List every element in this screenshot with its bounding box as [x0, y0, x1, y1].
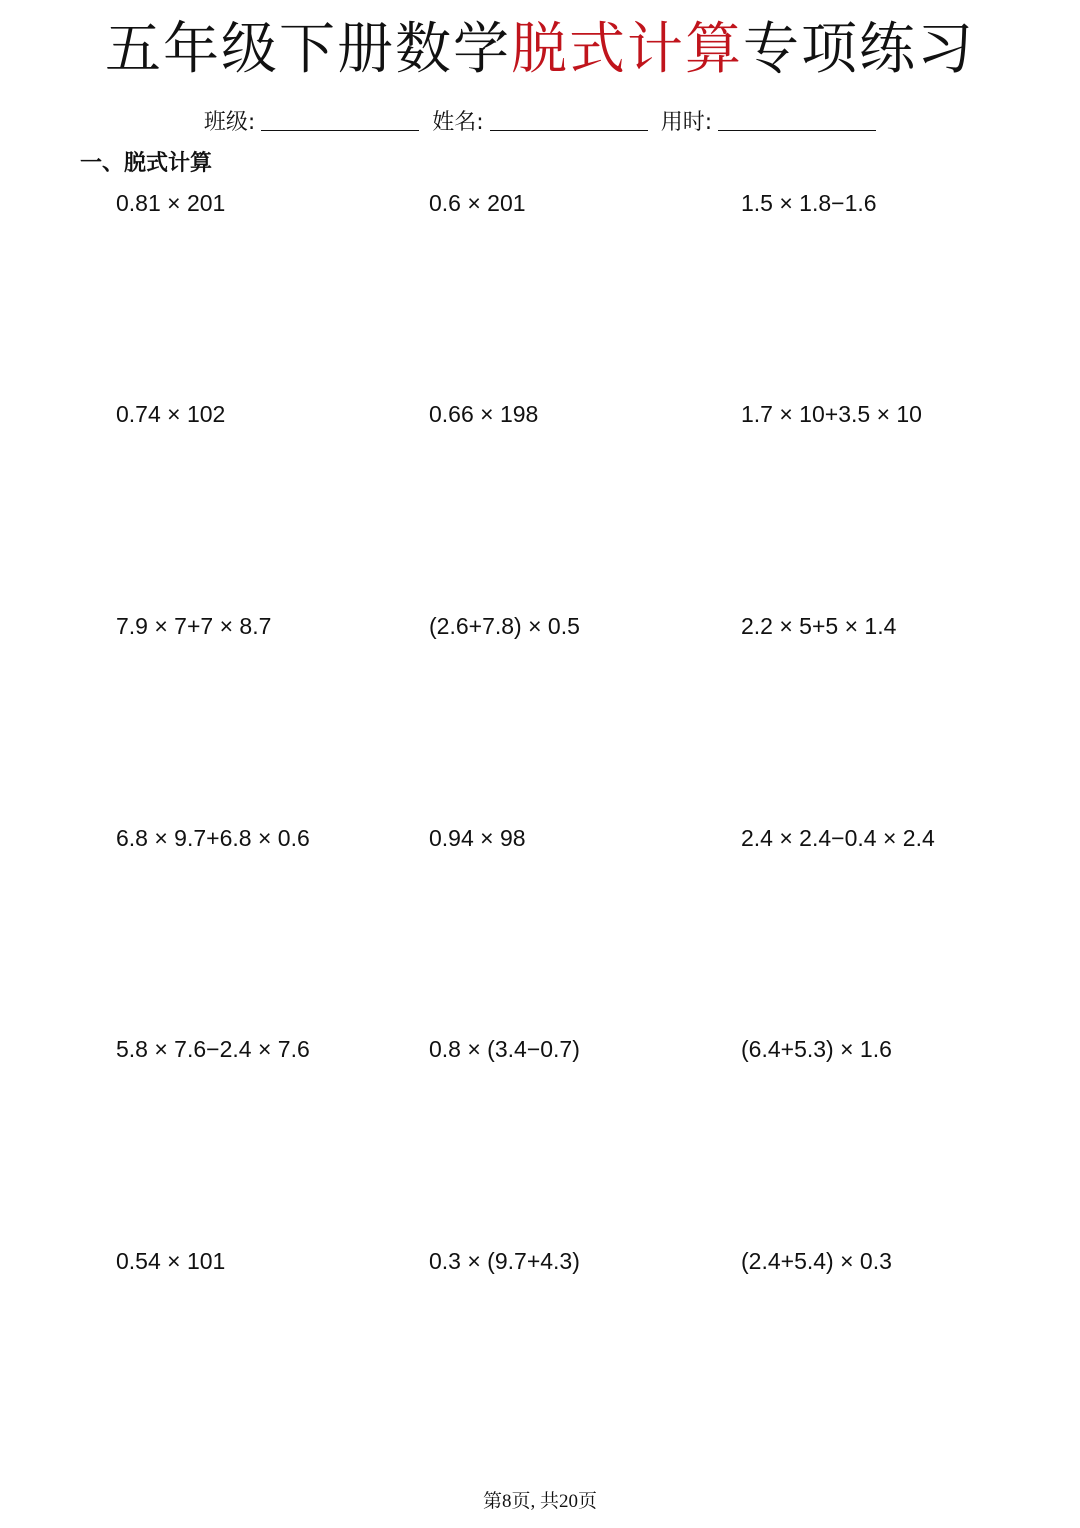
- problem-r3-c3: 2.2 × 5+5 × 1.4: [741, 613, 897, 639]
- problem-r2-c3: 1.7 × 10+3.5 × 10: [741, 401, 922, 427]
- problem-r5-c3: (6.4+5.3) × 1.6: [741, 1036, 892, 1062]
- class-blank[interactable]: [261, 108, 419, 131]
- problem-r6-c1: 0.54 × 101: [116, 1248, 226, 1274]
- class-field: [204, 106, 419, 140]
- problem-r4-c1: 6.8 × 9.7+6.8 × 0.6: [116, 825, 310, 851]
- problem-r3-c2: (2.6+7.8) × 0.5: [429, 613, 580, 639]
- problem-r6-c3: (2.4+5.4) × 0.3: [741, 1248, 892, 1274]
- page-indicator: 第8页, 共20页: [482, 1491, 597, 1512]
- problem-r3-c1: 7.9 × 7+7 × 8.7: [116, 613, 272, 639]
- time-label: 用时:: [660, 110, 713, 135]
- page-title: [0, 12, 1080, 88]
- problem-r5-c2: 0.8 × (3.4−0.7): [429, 1036, 580, 1062]
- name-field: [432, 106, 647, 140]
- name-label: 姓名:: [432, 110, 484, 135]
- problem-r1-c3: 1.5 × 1.8−1.6: [741, 190, 877, 216]
- problem-r5-c1: 5.8 × 7.6−2.4 × 7.6: [116, 1036, 310, 1062]
- problem-r2-c1: 0.74 × 102: [116, 401, 226, 427]
- problem-r2-c2: 0.66 × 198: [429, 401, 539, 427]
- problem-r4-c3: 2.4 × 2.4−0.4 × 2.4: [741, 825, 935, 851]
- title-suffix: 专项练习: [743, 17, 975, 82]
- section-heading: 一、脱式计算: [80, 151, 213, 176]
- time-blank[interactable]: [718, 108, 876, 131]
- name-blank[interactable]: [490, 108, 648, 131]
- problem-r6-c2: 0.3 × (9.7+4.3): [429, 1248, 580, 1274]
- problem-r4-c2: 0.94 × 98: [429, 825, 526, 851]
- student-info-row: [0, 106, 1080, 140]
- problem-r1-c1: 0.81 × 201: [116, 190, 226, 216]
- title-prefix: 五年级下册数学: [105, 17, 511, 82]
- class-label: 班级:: [203, 110, 256, 135]
- problem-r1-c2: 0.6 × 201: [429, 190, 526, 216]
- title-highlight: 脱式计算: [511, 17, 743, 82]
- time-field: [661, 106, 876, 140]
